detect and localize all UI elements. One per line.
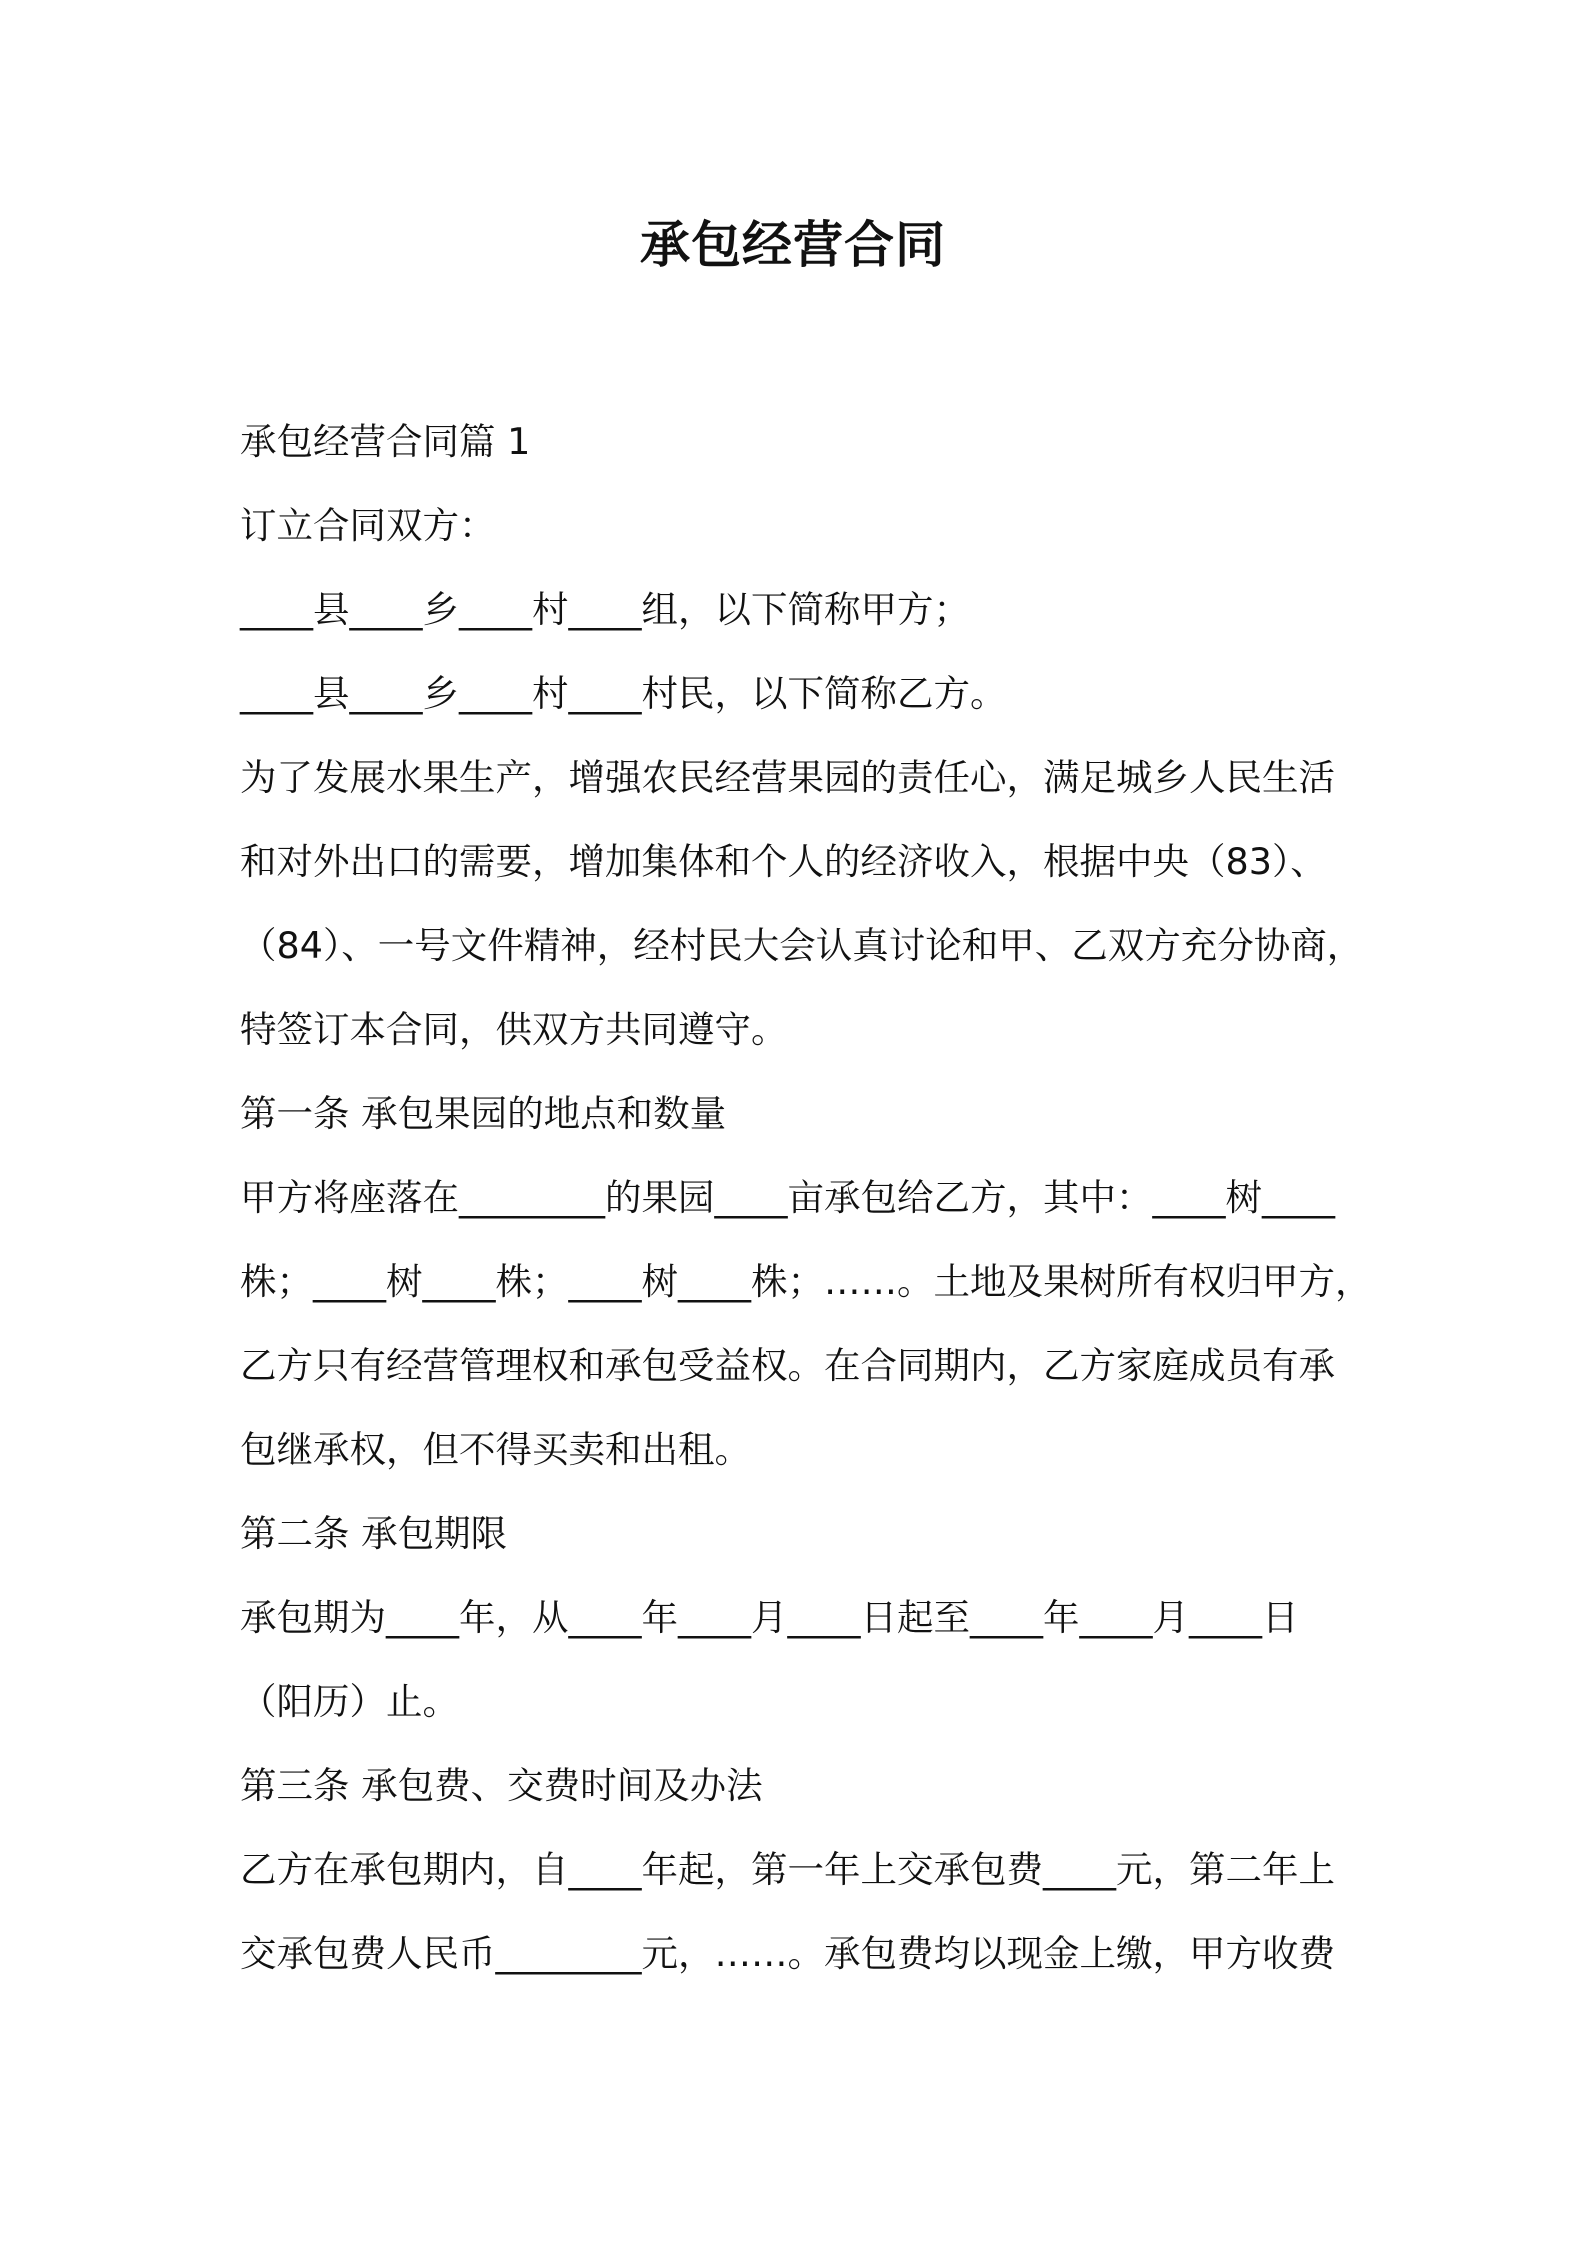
paragraph-line: ____县____乡____村____组，以下简称甲方； — [240, 588, 970, 631]
paragraph-line: ____县____乡____村____村民，以下简称乙方。 — [240, 672, 1007, 715]
paragraph-line: 乙方在承包期内，自____年起，第一年上交承包费____元，第二年上 — [240, 1848, 1335, 1891]
paragraph-line: 特签订本合同，供双方共同遵守。 — [240, 1008, 788, 1051]
article-heading: 第一条 承包果园的地点和数量 — [240, 1092, 727, 1135]
article-heading: 第二条 承包期限 — [240, 1512, 508, 1555]
paragraph-line: （84）、一号文件精神，经村民大会认真讨论和甲、乙双方充分协商， — [240, 924, 1364, 967]
paragraph-line: 承包期为____年，从____年____月____日起至____年____月____日 — [240, 1596, 1299, 1639]
article-heading: 第三条 承包费、交费时间及办法 — [240, 1764, 763, 1807]
paragraph-line: 包继承权，但不得买卖和出租。 — [240, 1428, 751, 1471]
section-heading: 承包经营合同篇 1 — [240, 420, 531, 463]
paragraph-line: 株；____树____株；____树____株；……。土地及果树所有权归甲方， — [240, 1260, 1372, 1303]
paragraph-line: 甲方将座落在________的果园____亩承包给乙方，其中：____树____ — [240, 1176, 1335, 1219]
paragraph-line: 交承包费人民币________元，……。承包费均以现金上缴，甲方收费 — [240, 1932, 1335, 1975]
paragraph-line: 为了发展水果生产，增强农民经营果园的责任心，满足城乡人民生活 — [240, 756, 1335, 799]
paragraph-line: 和对外出口的需要，增加集体和个人的经济收入，根据中央（83）、 — [240, 840, 1327, 883]
paragraph-line: 订立合同双方： — [240, 504, 496, 547]
paragraph-line: （阳历）止。 — [240, 1680, 459, 1723]
document-title: 承包经营合同 — [640, 216, 946, 274]
paragraph-line: 乙方只有经营管理权和承包受益权。在合同期内，乙方家庭成员有承 — [240, 1344, 1335, 1387]
document-body — [240, 400, 1372, 1996]
